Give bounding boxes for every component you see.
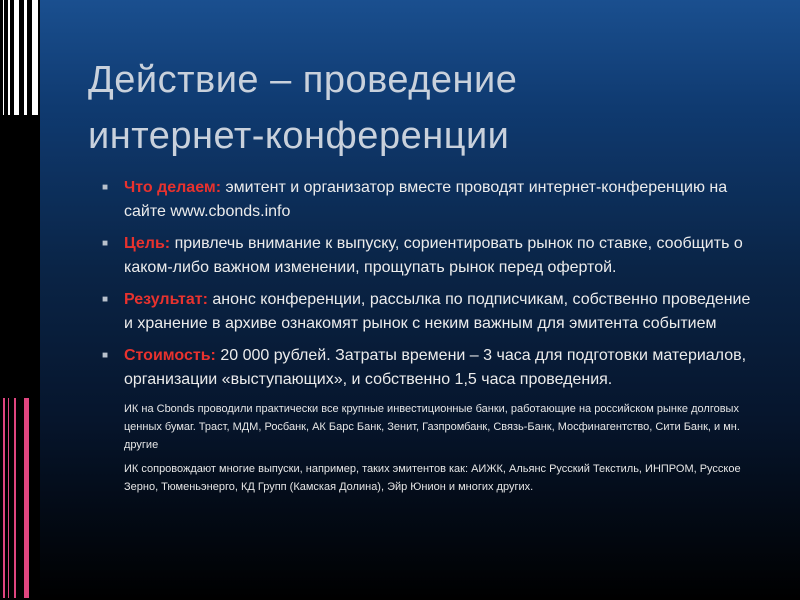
item-text: эмитент и организатор вместе проводят интернет-конференцию на сайте www.cbonds.info — [124, 179, 728, 220]
square-bullet-icon: ■ — [102, 350, 109, 361]
square-bullet-icon: ■ — [102, 294, 109, 305]
title-line-1: Действие – проведение — [88, 59, 518, 101]
item-label: Стоимость: — [124, 347, 216, 364]
square-bullet-icon: ■ — [102, 182, 109, 193]
list-item — [102, 344, 762, 392]
item-text: 20 000 рублей. Затраты времени – 3 часа для подготовки материалов, организации «выступающих», и собственно 1,5 часа проведения. — [124, 347, 747, 388]
item-label: Цель: — [124, 235, 171, 252]
list-item — [102, 232, 762, 280]
item-label: Что делаем: — [124, 179, 222, 196]
item-text: анонс конференции, рассылка по подписчикам, собственно проведение и хранение в архиве ознакомят рынок с неким важным для эмитента событием — [124, 291, 751, 332]
item-label: Результат: — [124, 291, 208, 308]
item-text: привлечь внимание к выпуску, сориентировать рынок по ставке, сообщить о каком-либо важном изменении, прощупать рынок перед офертой. — [124, 235, 743, 276]
content-list — [102, 176, 762, 502]
square-bullet-icon: ■ — [102, 238, 109, 249]
list-item — [102, 288, 762, 336]
decorative-bars — [0, 0, 40, 600]
footnote-issuers: ИК сопровождают многие выпуски, например, таких эмитентов как: АИЖК, Альянс Русский Текстиль, ИНПРОМ, Русское Зерно, Тюменьэнерго, КД Групп (Камская Долина), Эйр Юнион и многих других. — [124, 463, 741, 493]
slide-title — [88, 52, 748, 164]
title-line-2: интернет-конференции — [88, 115, 510, 157]
list-item — [102, 176, 762, 224]
footnote-banks: ИК на Cbonds проводили практически все крупные инвестиционные банки, работающие на российском рынке долговых ценных бумаг. Траст, МДМ, Росбанк, АК Барс Банк, Зенит, Газпромбанк, Связь-Банк, Мосфинагентство, Сити Банк, и мн. другие — [124, 403, 740, 451]
